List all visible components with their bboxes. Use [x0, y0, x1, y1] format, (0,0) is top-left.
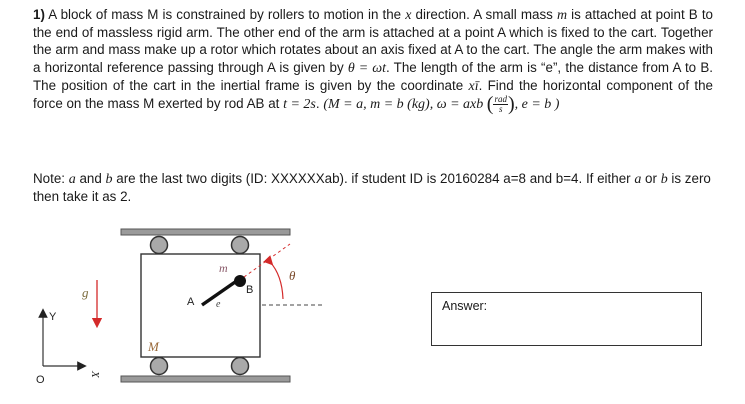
roller-bottom-right — [232, 358, 249, 375]
note-part: are the last two digits (ID: XXXXXXab). if student ID is 20160284 a=8 and b=4. If either — [112, 171, 635, 186]
roller-top-right — [232, 237, 249, 254]
note-part: Note: — [33, 171, 69, 186]
var-m: m — [556, 8, 568, 23]
var-a: a — [68, 172, 76, 187]
problem-text-part: A block of mass M is constrained by rollers to motion in the — [44, 7, 406, 22]
note-part: is zero then take it as 2. — [33, 171, 711, 205]
note-part: and — [75, 171, 106, 186]
theta-equation: θ = ωt — [347, 60, 386, 76]
label-theta: θ — [289, 268, 296, 283]
label-O: O — [36, 374, 45, 386]
problem-text-part: is attached at point B to the end of massless rigid arm. The other end of the arm is attached at a point A which is fixed to the cart. Together the arm and mass make up a rotor which rotates about an axis fixed at A to the cart. The angle the arm makes with a horizontal reference passing through A is given by — [33, 7, 713, 75]
given-parameters-end: , e = b ) — [514, 97, 560, 113]
problem-text-part: direction. A small mass — [411, 7, 557, 22]
cart-block — [141, 254, 260, 357]
problem-text-part: . — [315, 96, 324, 112]
paren-open: ( — [486, 92, 494, 115]
var-b: b — [660, 172, 668, 187]
label-B: B — [246, 284, 254, 296]
theta-arc — [270, 262, 283, 299]
label-X: X — [89, 371, 101, 378]
paren-close: ) — [507, 92, 515, 115]
answer-label: Answer: — [442, 299, 488, 313]
note-part: or — [641, 171, 661, 186]
var-x: x — [405, 8, 412, 23]
problem-text-part: . Find the horizontal component of the force on the mass M exerted by rod AB at — [33, 77, 713, 112]
bottom-rail — [121, 376, 290, 382]
label-m: m — [219, 261, 228, 275]
label-A: A — [187, 296, 195, 308]
var-xi: xī — [468, 78, 479, 94]
roller-bottom-left — [151, 358, 168, 375]
problem-number: 1) — [33, 7, 45, 22]
var-b: b — [105, 172, 113, 187]
problem-text-part: . The length of the arm is “e”, the distance from A to B. The position of the cart in the inertial frame is given by the coordinate — [33, 59, 713, 93]
var-a: a — [634, 172, 642, 187]
answer-box[interactable] — [431, 292, 702, 346]
fraction-denominator: s — [498, 104, 503, 115]
label-e: e — [216, 299, 221, 310]
label-Y: Y — [49, 311, 57, 323]
fraction-numerator: rad — [494, 94, 507, 105]
time-equation: t = 2s — [283, 97, 316, 113]
roller-top-left — [151, 237, 168, 254]
label-g: g — [82, 285, 89, 300]
label-M: M — [148, 339, 159, 354]
top-rail — [121, 229, 290, 235]
given-parameters: (M = a, m = b (kg), ω = axb — [323, 97, 487, 113]
